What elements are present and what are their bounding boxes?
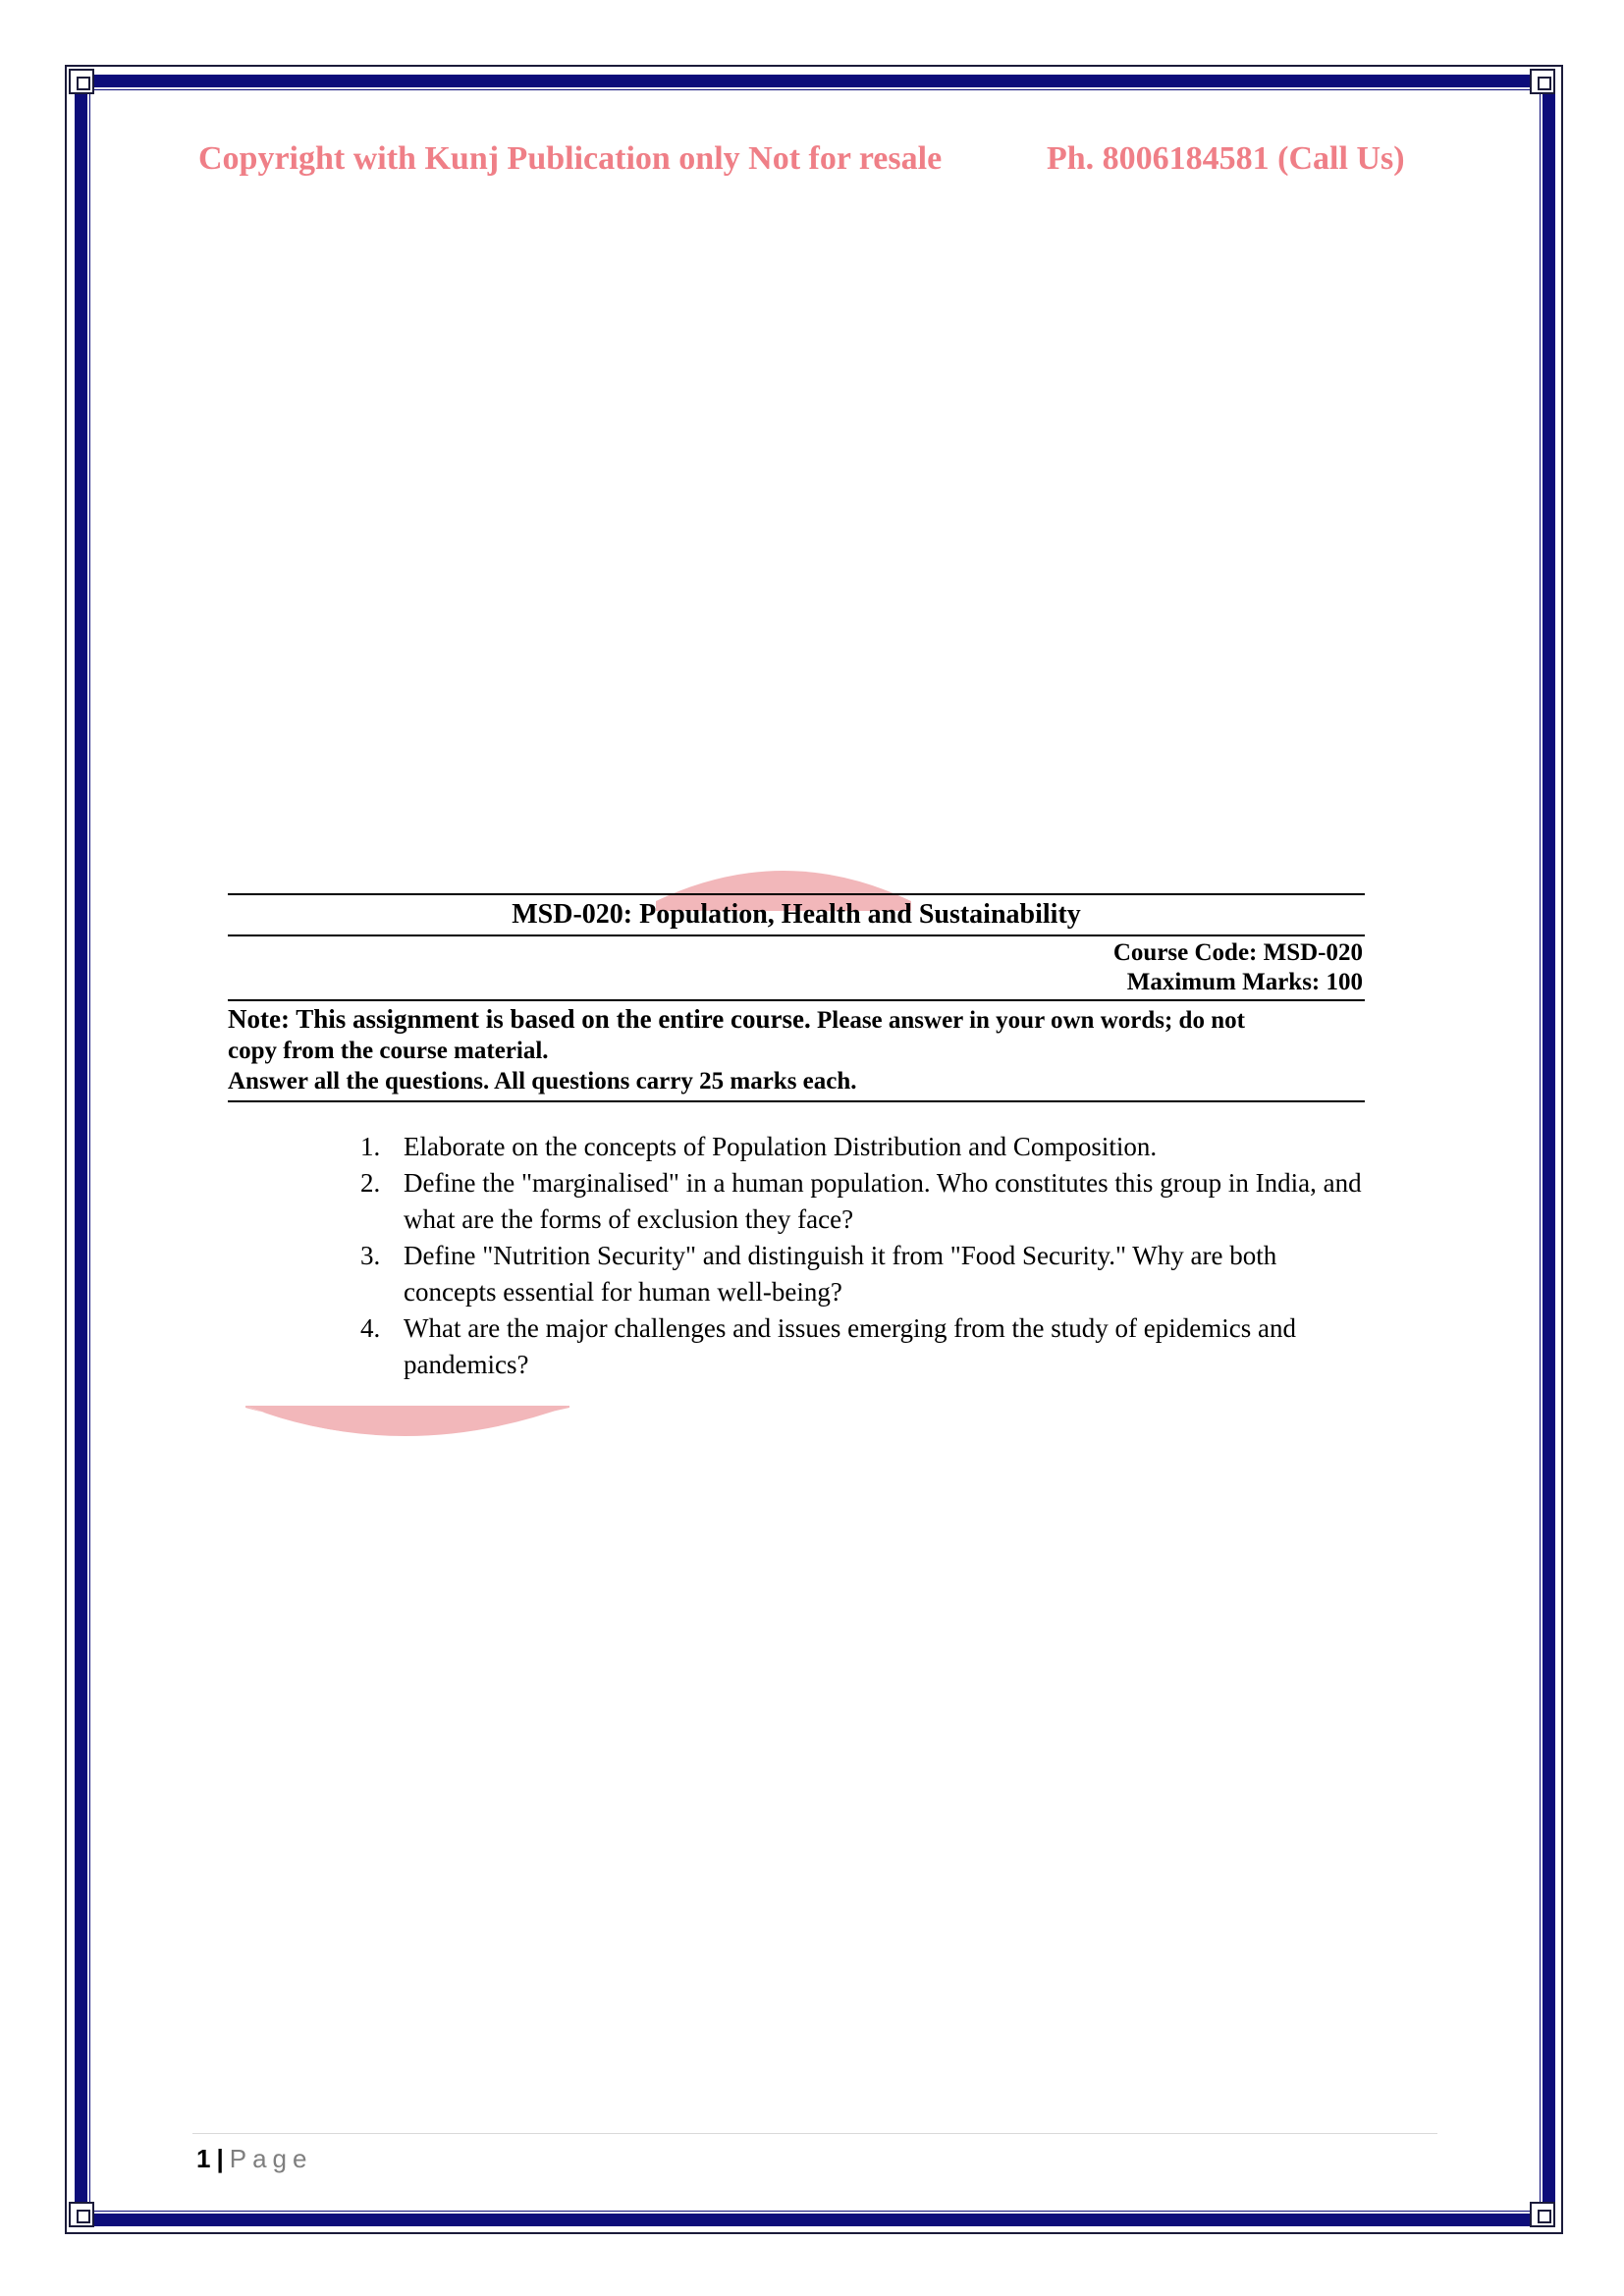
question-item	[360, 1165, 1372, 1238]
question-text: Define the "marginalised" in a human population. Who constitutes this group in India, and what are the forms of exclusion they face?	[404, 1168, 1362, 1234]
page-number: 1	[196, 2144, 211, 2173]
copyright-header	[198, 140, 1445, 178]
course-meta	[228, 936, 1365, 999]
maximum-marks: Maximum Marks: 100	[1126, 969, 1363, 995]
question-item	[360, 1129, 1372, 1165]
copyright-text: Copyright with Kunj Publication only Not for resale	[198, 140, 943, 177]
corner-ornament-top-right	[1530, 69, 1555, 94]
question-item	[360, 1238, 1372, 1310]
note-line-3: Answer all the questions. All questions carry 25 marks each.	[228, 1068, 857, 1095]
question-text: What are the major challenges and issues emerging from the study of epidemics and pandemics?	[404, 1313, 1296, 1379]
course-code: Course Code: MSD-020	[1112, 939, 1363, 966]
page-label: Page	[229, 2144, 313, 2173]
rule-below-note	[228, 1100, 1365, 1102]
note-line-1	[228, 1004, 1365, 1036]
corner-ornament-bottom-right	[1530, 2202, 1555, 2227]
footer-separator: |	[216, 2144, 224, 2173]
note-instruction: Please answer in your own words; do not	[810, 1007, 1245, 1034]
note-line-2: copy from the course material.	[228, 1038, 549, 1064]
question-text: Elaborate on the concepts of Population Distribution and Composition.	[404, 1132, 1158, 1161]
phone-text: Ph. 8006184581 (Call Us)	[1047, 140, 1405, 177]
corner-ornament-bottom-left	[69, 2202, 94, 2227]
question-item	[360, 1310, 1372, 1383]
assignment-note	[228, 1001, 1365, 1100]
question-text: Define "Nutrition Security" and distinguish it from "Food Security." Why are both concepts essential for human well-being?	[404, 1241, 1277, 1307]
question-number: 3.	[360, 1241, 381, 1270]
page-footer	[196, 2142, 312, 2175]
footer-rule	[192, 2133, 1437, 2134]
question-list	[360, 1129, 1372, 1383]
assignment-header-block	[228, 893, 1365, 1102]
question-number: 2.	[360, 1168, 381, 1198]
watermark-arc-bottom	[245, 1406, 569, 1447]
note-lead: Note: This assignment is based on the entire course.	[228, 1004, 811, 1034]
question-number: 4.	[360, 1313, 381, 1343]
assignment-title: MSD-020: Population, Health and Sustainability	[512, 899, 1081, 930]
question-number: 1.	[360, 1132, 381, 1161]
corner-ornament-top-left	[69, 69, 94, 94]
